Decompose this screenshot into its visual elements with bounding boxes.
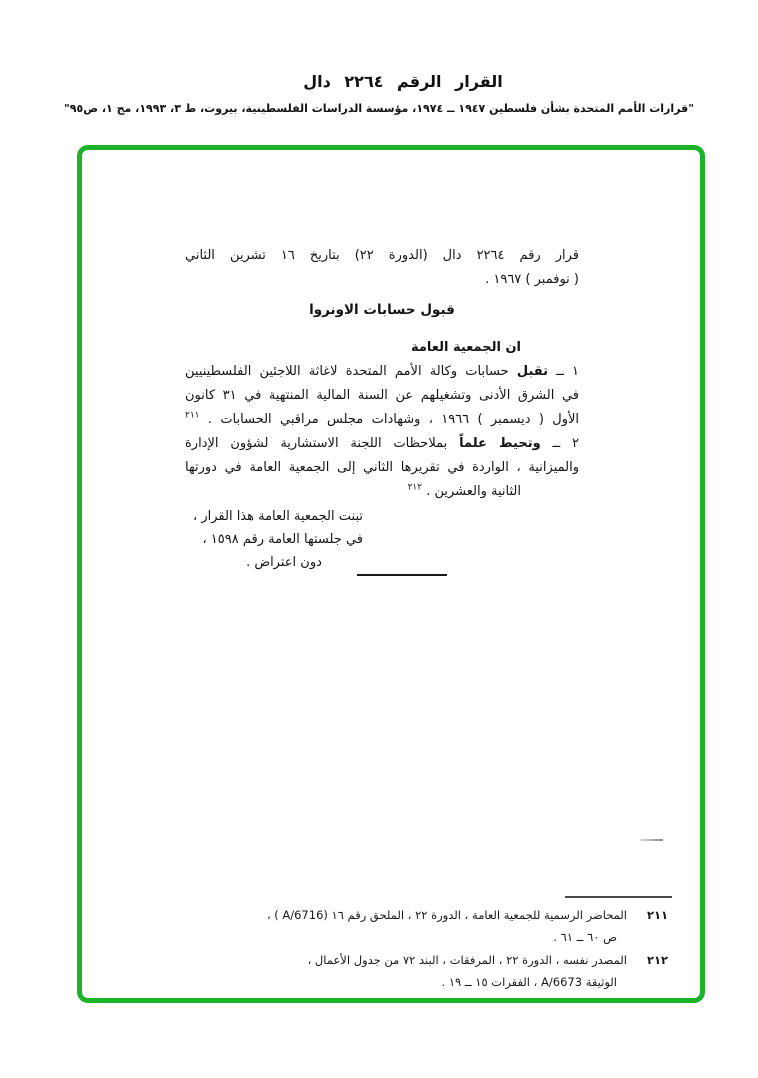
clause-2-keyword: وتحيط علماً: [459, 436, 541, 451]
clause-1-text: حسابات وكالة الأمم المتحدة لاغاثة اللاجئين الفلسطينيين: [185, 364, 509, 379]
adoption-note-line-1: تبنت الجمعية العامة هذا القرار ،: [193, 509, 363, 524]
resolution-heading: قبول حسابات الاونروا: [309, 302, 455, 318]
clause-1-keyword: تقبل: [516, 364, 549, 379]
resolution-intro-line-1: قرار رقم ٢٢٦٤ دال (الدورة ٢٢) بتاريخ ١٦ تشرين الثاني: [185, 248, 579, 263]
footnote-text: [206, 904, 627, 948]
adoption-note-line-2: في جلستها العامة رقم ١٥٩٨ ،: [202, 532, 363, 547]
clause-1-line-1: [185, 360, 579, 384]
resolution-text-column: [185, 244, 579, 504]
footnote-number: ٢١٢: [646, 953, 668, 967]
footnote-ref-211: ٢١١: [185, 410, 200, 421]
footnotes-section: [206, 904, 668, 994]
end-of-text-divider: [357, 574, 447, 576]
footnote-text-line: الوثيقة A/6673 ، الفقرات ١٥ ــ ١٩ .: [441, 975, 617, 989]
footnote-text-line: المصدر نفسه ، الدورة ٢٢ ، المرفقات ، البند ٧٢ من جدول الأعمال ،: [307, 953, 627, 967]
clause-2-line-3: [185, 480, 579, 504]
clause-2-text: بملاحظات اللجنة الاستشارية لشؤون الإدارة: [185, 436, 448, 451]
clause-2-number: ٢ ــ: [552, 436, 579, 451]
document-frame: [77, 145, 705, 1003]
clause-2-text-end: الثانية والعشرين .: [426, 484, 521, 499]
resolution-intro-line-2: ( نوفمبر ) ١٩٦٧ .: [485, 272, 579, 287]
clause-1-line-3: [185, 408, 579, 432]
footnote-separator-rule: [565, 896, 672, 898]
footnote-number: ٢١١: [646, 908, 668, 922]
print-artifact-dash: [640, 839, 663, 841]
source-citation: "قرارات الأمم المتحدة بشأن فلسطين ١٩٤٧ ــ ١٩٧٤، مؤسسة الدراسات الفلسطينية، بيروت، ط ٣، ١٩٩٣، مج ١، ص٩٥": [64, 102, 694, 115]
clause-1-text-end: الأول ( ديسمبر ) ١٩٦٦ ، وشهادات مجلس مراقبي الحسابات .: [207, 412, 579, 427]
footnote-text-line: ص ٦٠ ــ ٦١ .: [553, 930, 617, 944]
adoption-note: [185, 505, 363, 574]
clause-2-line-1: [185, 432, 579, 456]
clause-2-line-2: والميزانية ، الواردة في تقريرها الثاني إلى الجمعية العامة في دورتها: [185, 460, 579, 475]
footnote-text: [206, 949, 627, 993]
footnote-text-line: المحاضر الرسمية للجمعية العامة ، الدورة ٢٢ ، الملحق رقم ١٦ (A/6716 ) ،: [266, 908, 627, 922]
footnote-ref-212: ٢١٢: [407, 482, 423, 493]
clause-1-number: ١ ــ: [556, 364, 579, 379]
footnote-212: [206, 949, 668, 993]
paragraph-opener: ان الجمعية العامة: [410, 340, 521, 355]
adoption-note-line-3: دون اعتراض .: [246, 555, 322, 570]
clause-1-line-2: في الشرق الأدنى وتشغيلهم عن السنة المالية المنتهية في ٣١ كانون: [185, 388, 580, 403]
page-title: القرار الرقم ٢٢٦٤ دال: [303, 72, 503, 91]
footnote-211: [206, 904, 668, 948]
